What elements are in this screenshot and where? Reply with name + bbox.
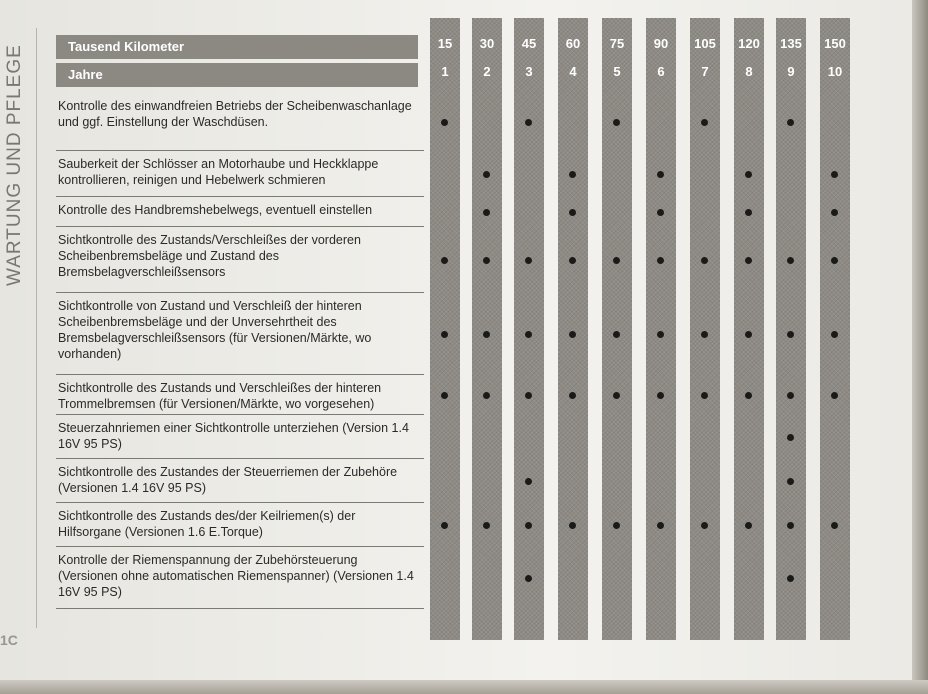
service-dot: [787, 575, 794, 582]
year-value: 7: [701, 64, 709, 79]
row-divider: [56, 414, 424, 415]
service-dot: [569, 209, 576, 216]
maintenance-task-text: Kontrolle des einwandfreien Betriebs der Scheibenwaschanlage und ggf. Einstellung der Waschdüsen.: [58, 99, 412, 129]
service-dot: [569, 392, 576, 399]
service-dot: [701, 392, 708, 399]
interval-column: [602, 18, 632, 640]
interval-column: [820, 18, 850, 640]
km-value: 45: [521, 36, 537, 51]
service-dot: [745, 209, 752, 216]
service-dot: [483, 257, 490, 264]
row-divider: [56, 546, 424, 547]
service-dot: [613, 257, 620, 264]
interval-column: [776, 18, 806, 640]
interval-column: [514, 18, 544, 640]
margin-rule: [36, 28, 37, 628]
service-dot: [831, 392, 838, 399]
service-dot: [831, 171, 838, 178]
interval-column: [646, 18, 676, 640]
service-dot: [483, 522, 490, 529]
service-dot: [787, 331, 794, 338]
km-value: 30: [479, 36, 495, 51]
km-value: 150: [824, 36, 846, 51]
service-dot: [701, 257, 708, 264]
row-divider: [56, 196, 424, 197]
service-dot: [745, 392, 752, 399]
year-value: 4: [569, 64, 577, 79]
service-dot: [441, 119, 448, 126]
service-dot: [745, 257, 752, 264]
service-dot: [483, 331, 490, 338]
service-dot: [483, 171, 490, 178]
service-dot: [525, 522, 532, 529]
km-value: 105: [694, 36, 716, 51]
service-dot: [441, 257, 448, 264]
year-value: 2: [483, 64, 491, 79]
service-dot: [613, 522, 620, 529]
service-dot: [831, 522, 838, 529]
service-dot: [657, 171, 664, 178]
maintenance-task-text: Kontrolle des Handbremshebelwegs, eventuell einstellen: [58, 203, 373, 217]
section-title: WARTUNG UND PFLEGE: [4, 44, 25, 286]
service-dot: [525, 331, 532, 338]
service-dot: [701, 119, 708, 126]
service-dot: [657, 257, 664, 264]
year-value: 10: [827, 64, 843, 79]
row-divider: [56, 150, 424, 151]
service-dot: [483, 209, 490, 216]
interval-column: [558, 18, 588, 640]
service-dot: [569, 331, 576, 338]
km-value: 90: [653, 36, 669, 51]
service-dot: [657, 392, 664, 399]
service-dot: [787, 434, 794, 441]
service-dot: [525, 575, 532, 582]
service-dot: [657, 522, 664, 529]
maintenance-task-text: Steuerzahnriemen einer Sichtkontrolle unterziehen (Version 1.4 16V 95 PS): [58, 421, 409, 451]
km-value: 60: [565, 36, 581, 51]
service-dot: [441, 522, 448, 529]
service-dot: [787, 257, 794, 264]
service-dot: [787, 478, 794, 485]
service-dot: [787, 522, 794, 529]
maintenance-task-text: Kontrolle der Riemenspannung der Zubehörsteuerung (Versionen ohne automatischen Riemenspanner) (Versionen 1.4 16V 95 PS): [58, 553, 414, 599]
interval-column: [430, 18, 460, 640]
km-header-label: Tausend Kilometer: [56, 35, 418, 59]
km-value: 135: [780, 36, 802, 51]
service-dot: [701, 331, 708, 338]
year-value: 8: [745, 64, 753, 79]
row-divider: [56, 458, 424, 459]
years-header-label: Jahre: [56, 63, 418, 87]
service-dot: [569, 257, 576, 264]
service-dot: [613, 119, 620, 126]
service-dot: [745, 331, 752, 338]
maintenance-task-text: Sauberkeit der Schlösser an Motorhaube und Heckklappe kontrollieren, reinigen und Hebelwerk schmieren: [58, 157, 379, 187]
km-value: 120: [738, 36, 760, 51]
km-value: 75: [609, 36, 625, 51]
service-dot: [831, 331, 838, 338]
interval-column: [472, 18, 502, 640]
service-dot: [745, 522, 752, 529]
maintenance-task-text: Sichtkontrolle von Zustand und Verschleiß der hinteren Scheibenbremsbeläge und der Unversehrtheit des Bremsbelagverschleißsensors (für Versionen/Märkte, wo vorhanden): [58, 299, 372, 361]
service-dot: [831, 209, 838, 216]
service-dot: [483, 392, 490, 399]
service-dot: [441, 392, 448, 399]
row-divider: [56, 608, 424, 609]
service-dot: [657, 331, 664, 338]
year-value: 6: [657, 64, 665, 79]
page-edge-mark: 1C: [0, 632, 18, 648]
row-divider: [56, 374, 424, 375]
year-value: 9: [787, 64, 795, 79]
service-dot: [657, 209, 664, 216]
maintenance-task-text: Sichtkontrolle des Zustands/Verschleißes der vorderen Scheibenbremsbeläge und Zustand des Bremsbelagverschleißsensors: [58, 233, 361, 279]
year-value: 5: [613, 64, 621, 79]
maintenance-schedule-table: [48, 0, 878, 640]
row-divider: [56, 292, 424, 293]
interval-column: [690, 18, 720, 640]
service-dot: [613, 392, 620, 399]
interval-column: [734, 18, 764, 640]
row-divider: [56, 502, 424, 503]
service-dot: [441, 331, 448, 338]
year-value: 3: [525, 64, 533, 79]
maintenance-task-text: Sichtkontrolle des Zustandes der Steuerriemen der Zubehöre (Versionen 1.4 16V 95 PS): [58, 465, 398, 495]
service-dot: [787, 119, 794, 126]
page-edge: [912, 0, 928, 694]
km-value: 15: [437, 36, 453, 51]
service-dot: [745, 171, 752, 178]
page-bottom-edge: [0, 680, 928, 694]
service-dot: [701, 522, 708, 529]
service-dot: [569, 522, 576, 529]
maintenance-task-text: Sichtkontrolle des Zustands und Verschleißes der hinteren Trommelbremsen (für Versionen/Märkte, wo vorgesehen): [58, 381, 382, 411]
service-dot: [525, 478, 532, 485]
service-dot: [525, 257, 532, 264]
service-dot: [525, 392, 532, 399]
row-divider: [56, 226, 424, 227]
service-dot: [525, 119, 532, 126]
service-dot: [831, 257, 838, 264]
service-dot: [613, 331, 620, 338]
maintenance-task-text: Sichtkontrolle des Zustands des/der Keilriemen(s) der Hilfsorgane (Versionen 1.6 E.Torque): [58, 509, 356, 539]
service-dot: [787, 392, 794, 399]
year-value: 1: [441, 64, 449, 79]
service-dot: [569, 171, 576, 178]
